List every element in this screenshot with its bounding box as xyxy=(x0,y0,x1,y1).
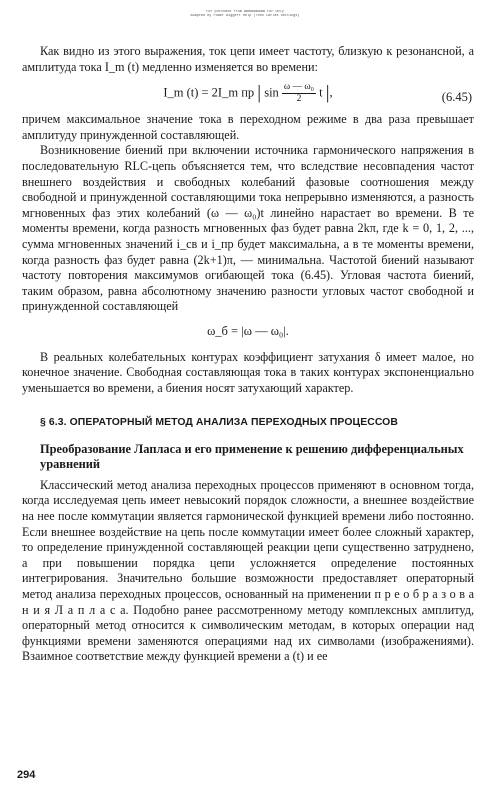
page-number: 294 xyxy=(17,769,36,781)
formula-sin: sin xyxy=(264,85,279,100)
paragraph-max-current: причем максимальное значение тока в переходном режиме в два раза превышает амплитуду принужденной составляющей. xyxy=(22,112,474,142)
paragraph-classical-method: Классический метод анализа переходных процессов применяют в основном тогда, когда исследуемая цепь имеет невысокий порядок сложности, а внешнее воздействие на нее после коммутации является гармонической функцией времени либо постоянно. Если внешнее воздействие на цепь после коммутации имеет более сложный характер, то определение принужденной составляющей реакции цепи существенно затруднено, а при повышении порядка цепи усложняется определение постоянных интегрирования. Значительно большие возможности предоставляет операторный метод анализа переходных процессов, основанный на применении п р е о б р а з о в а н и я Л а п л а с а. Подобно ранее рассмотренному методу комплексных амплитуд, операторный метод относится к символическим методам, в которых операции над функциями времени заменяются операциями над их символами (изображениями). Взаимное соответствие между функцией времени a (t) и ее xyxy=(22,477,474,664)
scan-header-stamp xyxy=(125,10,365,18)
formula-beat-frequency: ω_б = |ω — ω₀|. xyxy=(207,323,289,338)
subsection-heading: Преобразование Лапласа и его применение к решению дифференциальных уравнений xyxy=(40,441,464,471)
abs-bar-left: | xyxy=(257,82,262,104)
paragraph-beats: Возникновение биений при включении источника гармонического напряжения в последовательную RLC-цепь объясняется тем, что вследствие несовпадения частот внешнего воздействия и свободных колебаний фазовые соотношения между свободной и принужденной составляющими тока непрерывно изменяются, а разность мгновенных фаз этих колебаний (ω — ω₀)t линейно нарастает во времени. В те моменты времени, когда разность мгновенных фаз будет равна 2kπ, где k = 0, 1, 2, ..., сумма мгновенных значений i_св и i_пр будет максимальна, а в те моменты времени, когда разность фаз будет равна (2k+1)π, — минимальна. Частотой биений называют частоту повторения максимумов огибающей тока (6.45). Угловая частота биений, таким образом, равна абсолютному значению разности угловых частот свободной и принужденной составляющей xyxy=(22,143,474,314)
formula-6-45: I_m (t) = 2I_m пр | sin $\frac{\text{ω — ω₀}}{2}$ t |, (6.45) xyxy=(163,82,472,105)
formula-t: t xyxy=(319,85,323,100)
paragraph-intro: Как видно из этого выражения, ток цепи имеет частоту, близкую к резонансной, а амплитуда тока I_m (t) медленно изменяется во времени: xyxy=(22,44,474,74)
fraction-denominator: 2 xyxy=(296,94,302,105)
formula-lhs: I_m (t) = 2I_m пр xyxy=(163,85,255,100)
fraction-numerator: ω — ω₀ xyxy=(283,82,314,93)
section-heading: § 6.3. ОПЕРАТОРНЫЙ МЕТОД АНАЛИЗА ПЕРЕХОДНЫХ ПРОЦЕССОВ xyxy=(40,417,398,429)
formula-fraction xyxy=(282,82,316,105)
stamp-line-2: Adapted by Power Biggerr Help (7000 Carlas Settings) xyxy=(190,14,300,18)
abs-bar-right: | xyxy=(325,82,330,104)
equation-number: (6.45) xyxy=(441,90,472,105)
page-content xyxy=(22,44,474,665)
paragraph-damping: В реальных колебательных контурах коэффициент затухания δ имеет малое, но конечное значение. Свободная составляющая тока в таких контурах экспоненциально уменьшается во времени, а биения носят затухающий характер. xyxy=(22,349,474,395)
stamp-line-1: For purchase from BBBBBBBBBB For Only xyxy=(206,10,284,14)
